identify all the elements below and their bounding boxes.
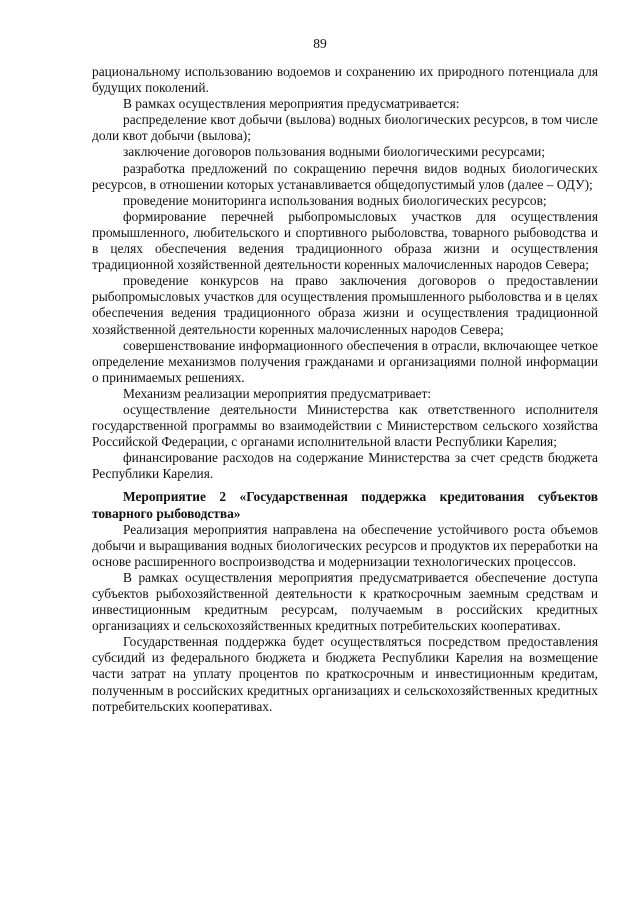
paragraph: финансирование расходов на содержание Министерства за счет средств бюджета Республики Карелия. [92,450,598,482]
paragraph: В рамках осуществления мероприятия предусматривается обеспечение доступа субъектов рыбохозяйственной деятельности к краткосрочным заемным средствам и инвестиционным кредитным ресурсам, получаемым в российских кредитных организациях и сельскохозяйственных кредитных потребительских кооперативах. [92,569,598,634]
paragraph: рациональному использованию водоемов и сохранению их природного потенциала для будущих поколений. [92,64,598,96]
section-heading: Мероприятие 2 «Государственная поддержка кредитования субъектов товарного рыбоводства» [92,489,598,521]
paragraph: В рамках осуществления мероприятия предусматривается: [123,96,460,112]
paragraph: Государственная поддержка будет осуществляться посредством предоставления субсидий из федерального бюджета и бюджета Республики Карелия на возмещение части затрат на уплату процентов по краткосрочным и инвестиционным кредитам, полученным в российских кредитных организациях и сельскохозяйственных кредитных потребительских кооперативах. [92,634,598,714]
paragraph: осуществление деятельности Министерства как ответственного исполнителя государственной программы во взаимодействии с Министерством сельского хозяйства Российской Федерации, с органами исполнительной власти Республики Карелия; [92,401,598,450]
paragraph: совершенствование информационного обеспечения в отрасли, включающее четкое определение механизмов получения гражданами и организациями полной информации о принимаемых решениях. [92,337,598,385]
paragraph: заключение договоров пользования водными биологическими ресурсами; [123,144,546,160]
page-number: 89 [313,36,327,51]
document-body [92,64,598,715]
paragraph: формирование перечней рыбопромысловых участков для осуществления промышленного, любительского и спортивного рыболовства, товарного рыбоводства и в целях обеспечения ведения традиционного образа жизни и осуществления традиционной хозяйственной деятельности коренных малочисленных народов Севера; [92,208,598,273]
paragraph: Механизм реализации мероприятия предусматривает: [123,385,432,401]
paragraph: Реализация мероприятия направлена на обеспечение устойчивого роста объемов добычи и выращивания водных биологических ресурсов и продуктов их переработки на основе расширенного воспроизводства и модернизации технологических процессов. [92,521,598,569]
paragraph: распределение квот добычи (вылова) водных биологических ресурсов, в том числе доли квот добычи (вылова); [92,112,598,144]
paragraph: разработка предложений по сокращению перечня видов водных биологических ресурсов, в отношении которых устанавливается общедопустимый улов (далее – ОДУ); [92,160,598,192]
paragraph: проведение мониторинга использования водных биологических ресурсов; [123,192,547,208]
paragraph: проведение конкурсов на право заключения договоров о предоставлении рыбопромысловых участков для осуществления промышленного рыболовства и в целях обеспечения ведения традиционного образа жизни и осуществления традиционной хозяйственной деятельности коренных малочисленных народов Севера; [92,273,598,337]
